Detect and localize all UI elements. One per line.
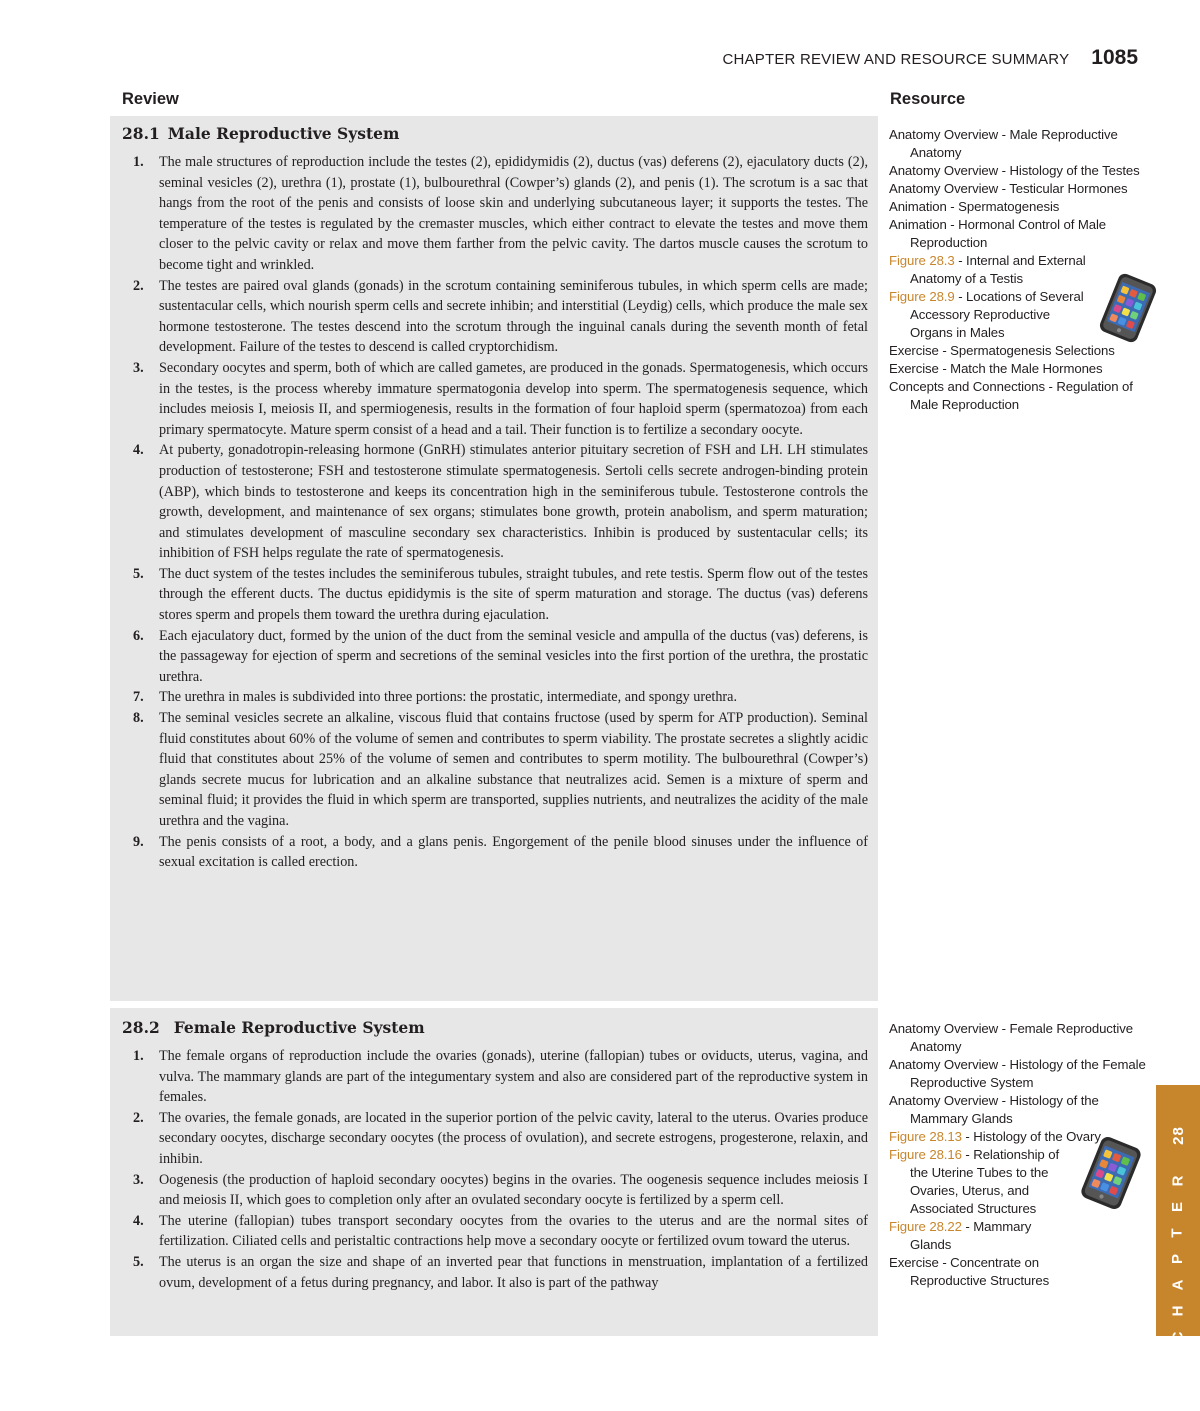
chapter-tab-letter: T (1168, 1228, 1186, 1238)
item-text: The female organs of reproduction include the ovaries (gonads), uterine (fallopian) tubes or oviducts, uterus, vagina, and vulva. The mammary glands are part of the integumentary system and also are considered part of the reproductive system in females. (159, 1048, 868, 1106)
section-heading: Male Reproductive System (167, 124, 400, 143)
review-item (122, 276, 868, 358)
review-item (122, 626, 868, 688)
item-number: 8. (133, 710, 144, 727)
chapter-tab (1156, 1085, 1200, 1343)
review-item (122, 1252, 868, 1293)
item-text: The male structures of reproduction include the testes (2), epididymidis (2), ductus (vas) deferens (2), ejaculatory ducts (2), seminal vesicles (2), urethra (1), prostate (1), bulbourethral (Cowper’s) glands (2), and penis (1). The scrotum is a sac that hangs from the root of the penis and consists of loose skin and underlying subcutaneous layer; it supports the testes. The temperature of the testes is regulated by the cremaster muscles, which either contract to elevate the testes and move them closer to the pelvic cavity or relax and move them farther from the pelvic cavity. The dartos muscle causes the scrotum to become tight and wrinkled. (159, 154, 868, 273)
item-text: At puberty, gonadotropin-releasing hormone (GnRH) stimulates anterior pituitary secretion of FSH and LH. LH stimulates production of testosterone; FSH and testosterone stimulate spermatogenesis. Sertoli cells secrete androgen-binding protein (ABP), which binds to testosterone and keeps its concentration high in the seminiferous tubule. Testosterone controls the growth, development, and maintenance of sex organs; stimulates bone growth, protein anabolism, and sperm maturation; and stimulates development of masculine secondary sex characteristics. Inhibin is produced by sustentacular cells; its inhibition of FSH helps regulate the rate of spermatogenesis. (159, 442, 868, 562)
resource-text: Anatomy Overview - Male Reproductive Anatomy (889, 127, 1118, 160)
review-item (122, 1108, 868, 1170)
figure-ref: Figure 28.16 (889, 1147, 962, 1162)
page-number: 1085 (1091, 46, 1138, 69)
item-text: Oogenesis (the production of haploid secondary oocytes) begins in the ovaries. The oogenesis sequence includes meiosis I and meiosis II, which goes to completion only after an ovulated secondary oocyte is fertilized by a sperm cell. (159, 1171, 868, 1209)
review-item (122, 687, 868, 708)
resource-text: - Internal and External Anatomy of a Testis (910, 253, 1086, 286)
resource-link[interactable] (889, 1020, 1151, 1056)
review-item (122, 440, 868, 564)
resource-link[interactable] (889, 360, 1151, 378)
item-number: 1. (133, 1048, 144, 1064)
resource-link[interactable] (889, 198, 1151, 216)
resource-text: Anatomy Overview - Female Reproductive Anatomy (889, 1021, 1133, 1054)
item-text: Each ejaculatory duct, formed by the union of the duct from the seminal vesicle and ampulla of the ductus (vas) deferens, is the passageway for ejection of sperm and secretions of the seminal vesicles into the first portion of the urethra, the prostatic urethra. (159, 627, 868, 685)
review-item (122, 1170, 868, 1211)
tablet-icon (1092, 273, 1164, 343)
figure-ref: Figure 28.3 (889, 253, 955, 268)
section-number: 28.1 (122, 124, 160, 143)
resource-text: - Locations of Several Accessory Reproductive Organs in Males (910, 289, 1084, 340)
resource-text: - Mammary Glands (910, 1219, 1032, 1252)
running-head-title: CHAPTER REVIEW AND RESOURCE SUMMARY (722, 51, 1070, 68)
figure-ref: Figure 28.22 (889, 1219, 962, 1234)
review-item (122, 708, 868, 832)
item-number: 7. (133, 689, 144, 706)
item-text: The ovaries, the female gonads, are located in the superior portion of the pelvic cavity, lateral to the uterus. Ovaries produce secondary oocytes, discharge secondary oocytes (the process of ovulation), and secrete estrogens, progesterone, relaxin, and inhibin. (159, 1109, 868, 1167)
resource-link[interactable] (889, 1254, 1151, 1290)
resource-text: - Relationship of the Uterine Tubes to the Ovaries, Uterus, and Associated Structures (910, 1147, 1060, 1216)
review-item (122, 564, 868, 626)
resource-link[interactable] (889, 126, 1151, 162)
chapter-tab-word (1168, 1168, 1186, 1350)
item-text: Secondary oocytes and sperm, both of which are called gametes, are produced in the gonads. Spermatogenesis, which occurs in the testes, is the process whereby immature spermatogonia develop into sperm. The spermatogenesis sequence, which includes meiosis I, meiosis II, and spermiogenesis, results in the formation of four haploid sperm (spermatozoa) from each primary spermatocyte. Mature sperm consist of a head and a tail. Their function is to fertilize a secondary oocyte. (159, 359, 868, 438)
review-item (122, 358, 868, 440)
review-column-heading: Review (122, 90, 179, 108)
chapter-tab-letter: C (1169, 1331, 1186, 1343)
resource-text: Exercise - Match the Male Hormones (889, 361, 1103, 376)
resource-text: - Histology of the Ovary (961, 1129, 1101, 1144)
section-title-28-1 (122, 124, 399, 143)
figure-ref: Figure 28.13 (889, 1129, 962, 1144)
item-number: 2. (133, 1109, 144, 1126)
section-number: 28.2 (122, 1018, 160, 1037)
resource-text: Animation - Hormonal Control of Male Reproduction (889, 217, 1107, 250)
item-text: The duct system of the testes includes the seminiferous tubules, straight tubules, and rete testis. Sperm flow out of the testes through the efferent ducts. The ductus epididymis is the site of sperm maturation and storage. The ductus (vas) deferens stores sperm and propels them toward the urethra during ejaculation. (159, 565, 868, 624)
item-number: 4. (133, 1212, 144, 1229)
review-item (122, 152, 868, 276)
resource-list-28-1 (889, 126, 1151, 414)
figure-ref: Figure 28.9 (889, 289, 955, 304)
resource-column-heading: Resource (890, 90, 966, 108)
item-text: The uterus is an organ the size and shape of an inverted pear that functions in menstruation, implantation of a fertilized ovum, development of a fetus during pregnancy, and labor. It also is part of the pathway (159, 1253, 868, 1291)
item-number: 5. (133, 1253, 144, 1270)
running-head (723, 46, 1139, 70)
item-text: The testes are paired oval glands (gonads) in the scrotum containing seminiferous tubules, in which sperm cells are made; sustentacular cells, which nourish sperm cells and secrete inhibin; and interstitial (Leydig) cells, which produce the male sex hormone testosterone. The testes descend into the scrotum through the inguinal canals during the seventh month of fetal development. Failure of the testes to descend is called cryptorchidism. (159, 277, 868, 356)
resource-text: Concepts and Connections - Regulation of Male Reproduction (889, 379, 1133, 412)
review-item (122, 832, 868, 873)
item-number: 4. (133, 442, 144, 459)
chapter-tab-letter: A (1169, 1279, 1186, 1291)
resource-link[interactable] (889, 180, 1151, 198)
item-number: 5. (133, 565, 144, 582)
resource-link[interactable] (889, 1218, 1151, 1254)
item-number: 6. (133, 627, 144, 644)
resource-text: Anatomy Overview - Histology of the Female Reproductive System (889, 1057, 1146, 1090)
resource-text: Exercise - Spermatogenesis Selections (889, 343, 1115, 358)
item-number: 9. (133, 833, 144, 850)
item-text: The uterine (fallopian) tubes transport secondary oocytes from the ovaries to the uterus and are the normal sites of fertilization. Ciliated cells and peristaltic contractions help move a secondary oocyte or fertilized ovum toward the uterus. (159, 1212, 868, 1250)
item-number: 1. (133, 154, 144, 170)
resource-text: Exercise - Concentrate on Reproductive Structures (889, 1255, 1050, 1288)
resource-text: Anatomy Overview - Testicular Hormones (889, 181, 1128, 196)
chapter-tab-letter: E (1168, 1201, 1186, 1213)
item-text: The penis consists of a root, a body, and a glans penis. Engorgement of the penile blood sinuses under the influence of sexual excitation is called erection. (159, 833, 868, 871)
resource-text: Animation - Spermatogenesis (889, 199, 1060, 214)
item-number: 3. (133, 1171, 144, 1188)
section-heading: Female Reproductive System (173, 1018, 425, 1037)
resource-text: Anatomy Overview - Histology of the Mammary Glands (889, 1093, 1099, 1126)
chapter-tab-letter: R (1169, 1175, 1186, 1187)
item-text: The urethra in males is subdivided into three portions: the prostatic, intermediate, and spongy urethra. (159, 689, 737, 706)
tablet-icon (1073, 1136, 1149, 1210)
section-title-28-2 (122, 1018, 425, 1037)
chapter-tab-letter: H (1169, 1305, 1186, 1317)
review-item (122, 1046, 868, 1108)
resource-link[interactable] (889, 216, 1151, 252)
resource-link[interactable] (889, 162, 1151, 180)
resource-text: Anatomy Overview - Histology of the Testes (889, 163, 1140, 178)
review-list-28-2 (122, 1046, 868, 1293)
item-text: The seminal vesicles secrete an alkaline, viscous fluid that contains fructose (used by sperm for ATP production). Seminal fluid constitutes about 60% of the volume of semen and contributes to sperm viability. The prostate secretes a slightly acidic fluid that constitutes about 25% of the volume of semen and contributes to sperm motility. The bulbourethral (Cowper’s) glands secrete mucus for lubrication and an alkaline substance that neutralizes acid. Semen is a mixture of sperm and seminal fluid; it provides the fluid in which sperm are transported, supplies nutrients, and neutralizes the acidity of the male urethra and the vagina. (159, 710, 868, 829)
resource-link[interactable] (889, 1092, 1151, 1128)
item-number: 2. (133, 277, 144, 294)
resource-link[interactable] (889, 342, 1151, 360)
chapter-tab-letter: P (1168, 1253, 1186, 1265)
review-list-28-1 (122, 152, 868, 873)
resource-link[interactable] (889, 1056, 1151, 1092)
resource-link[interactable] (889, 378, 1151, 414)
review-item (122, 1211, 868, 1252)
item-number: 3. (133, 359, 144, 376)
chapter-tab-number: 28 (1169, 1126, 1187, 1145)
